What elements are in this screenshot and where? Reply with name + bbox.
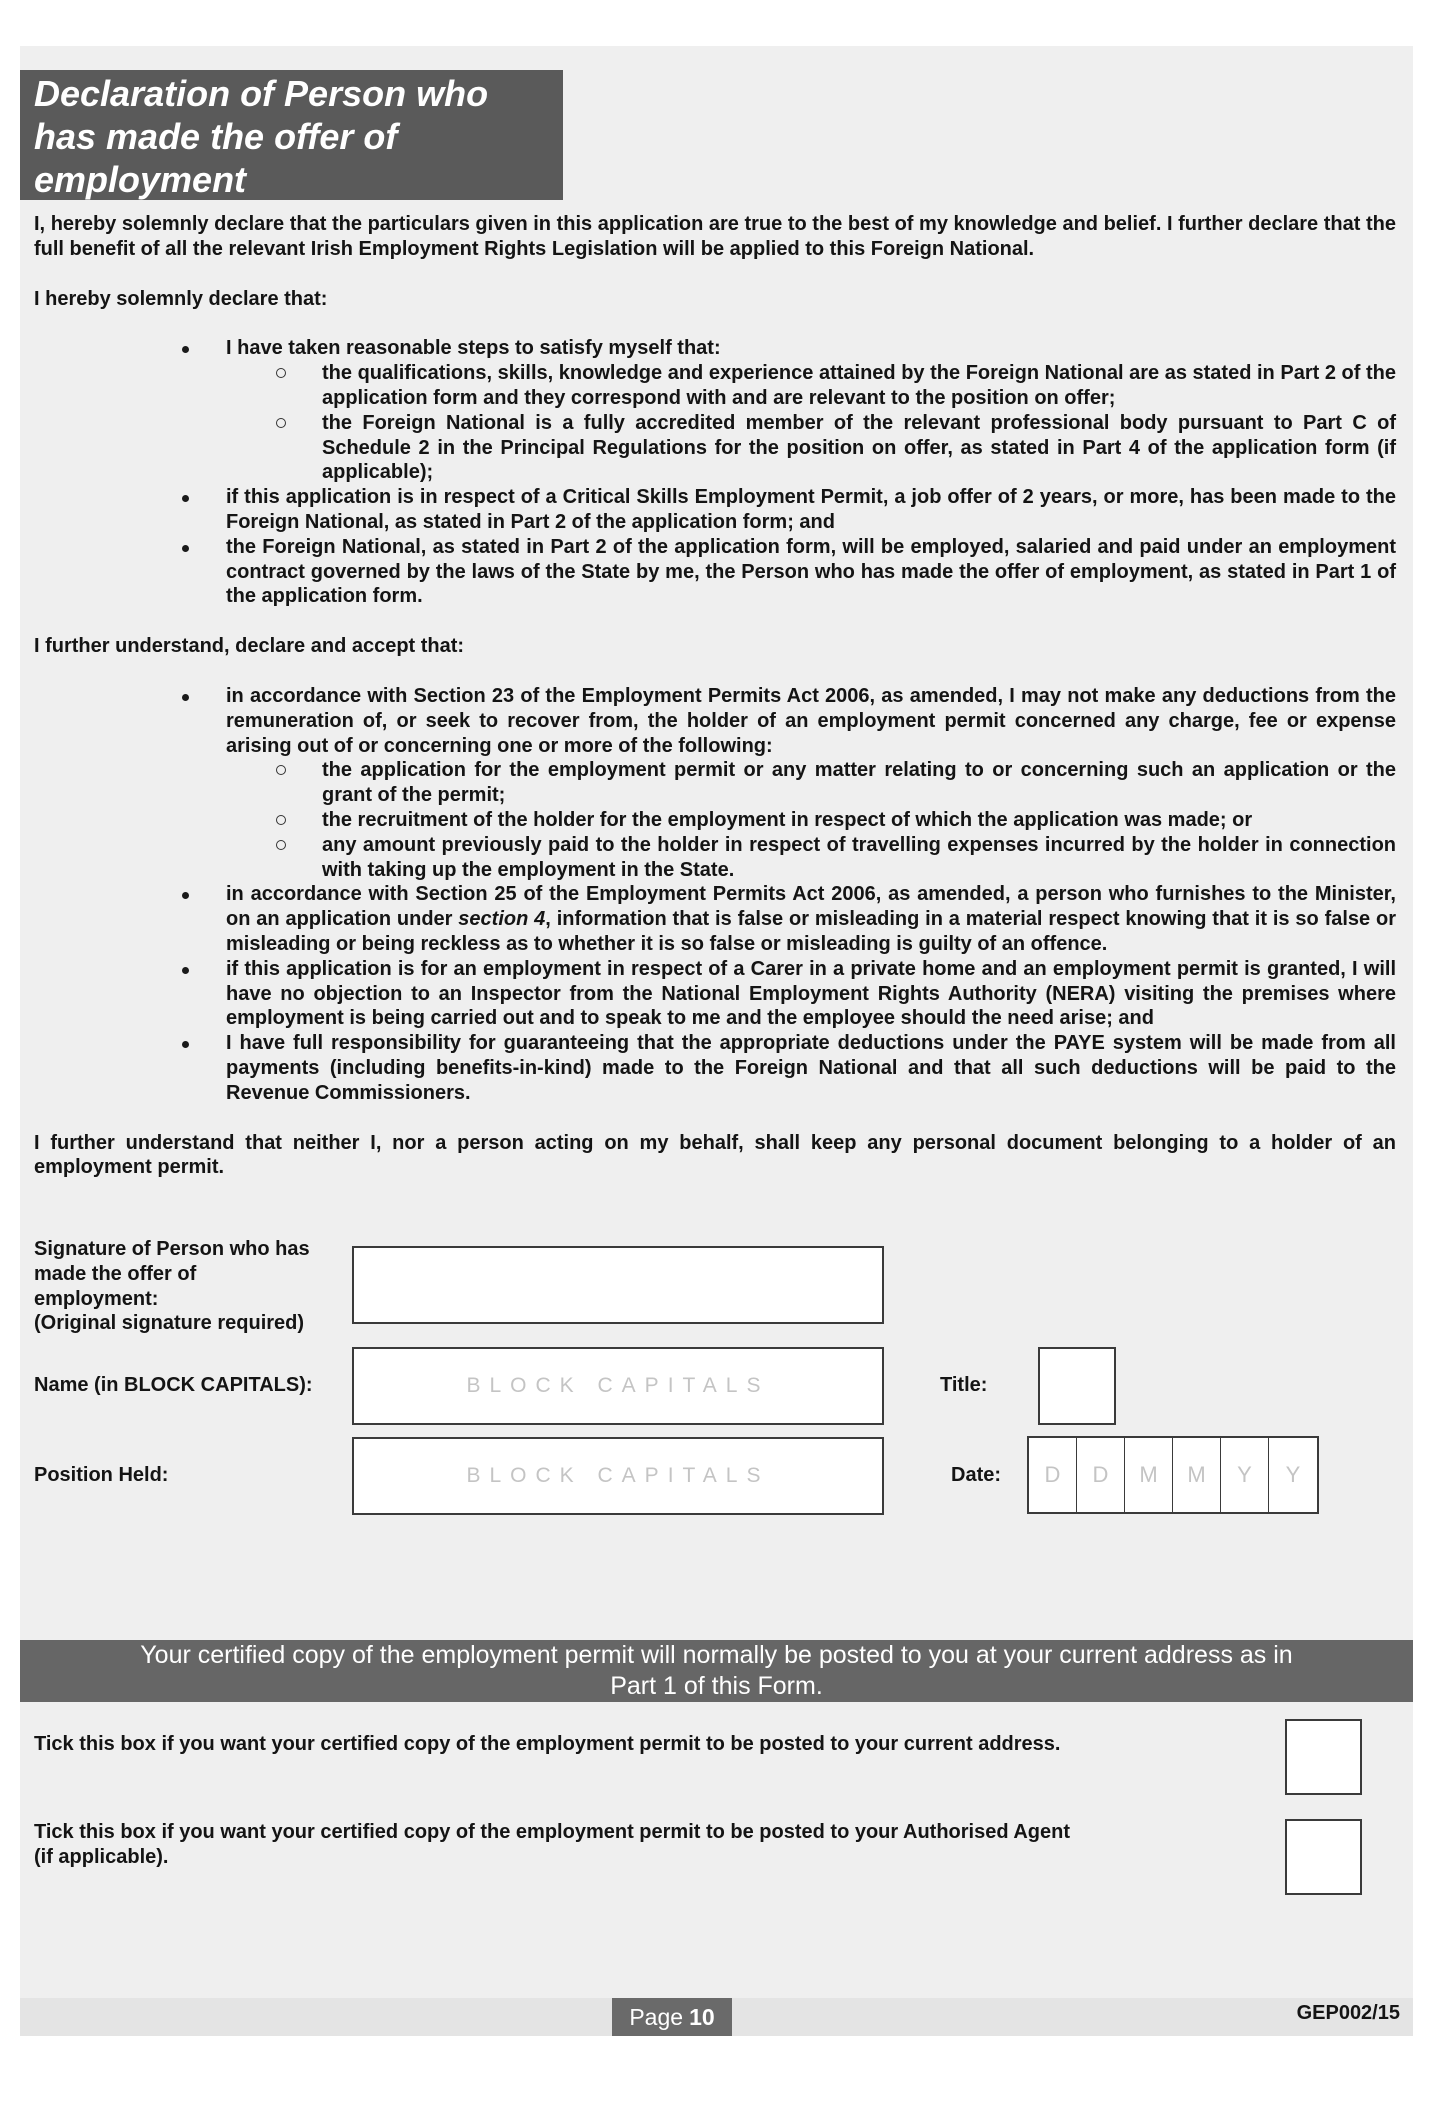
signature-label-line: employment: xyxy=(34,1287,159,1310)
list-item xyxy=(34,882,1396,956)
declare-list xyxy=(34,336,1396,609)
form-code: GEP002/15 xyxy=(1296,2002,1400,2024)
signature-field[interactable] xyxy=(352,1246,884,1324)
circle-bullet-icon xyxy=(276,368,286,378)
position-placeholder: BLOCK CAPITALS xyxy=(466,1464,770,1487)
circle-bullet-icon xyxy=(276,815,286,825)
sub-list-item-text: any amount previously paid to the holder in respect of travelling expenses incurred by the holder in connection with taking up the employment in the State. xyxy=(322,833,1396,881)
date-field[interactable] xyxy=(1027,1436,1319,1514)
name-field[interactable] xyxy=(352,1347,884,1425)
bullet-icon xyxy=(182,346,189,353)
list-item-text: I have taken reasonable steps to satisfy myself that: xyxy=(226,337,721,360)
circle-bullet-icon xyxy=(276,840,286,850)
header-line-3: employment xyxy=(34,159,247,200)
authorised-agent-checkbox[interactable] xyxy=(1285,1819,1362,1895)
list-item xyxy=(34,485,1396,535)
signature-label-line: Signature of Person who has xyxy=(34,1238,310,1260)
list-item xyxy=(34,1031,1396,1105)
tick-agent-label-line: (if applicable). xyxy=(34,1845,169,1868)
declare-heading: I hereby solemnly declare that: xyxy=(34,287,328,310)
signature-label-line: (Original signature required) xyxy=(34,1312,305,1335)
bullet-icon xyxy=(182,545,189,552)
understand-heading: I further understand, declare and accept that: xyxy=(34,635,465,658)
page-label: Page xyxy=(629,2003,684,2030)
sub-list-item-text: the recruitment of the holder for the employment in respect of which the application was made; or xyxy=(322,808,1253,831)
banner-line-1: Your certified copy of the employment permit will normally be posted to you at your current address as in xyxy=(140,1641,1293,1669)
date-cell-month[interactable]: M xyxy=(1125,1438,1173,1512)
declaration-body xyxy=(34,212,1396,1180)
tick-current-address-label: Tick this box if you want your certified copy of the employment permit to be posted to your current address. xyxy=(34,1733,1061,1755)
date-label: Date: xyxy=(951,1464,1002,1486)
sub-list-item xyxy=(226,411,1396,485)
date-cell-day[interactable]: D xyxy=(1077,1438,1125,1512)
tick-agent-label-line: Tick this box if you want your certified copy of the employment permit to be posted to your Authorised Agent xyxy=(34,1821,1071,1843)
date-cell-month[interactable]: M xyxy=(1173,1438,1221,1512)
page-number-badge xyxy=(612,1998,732,2036)
circle-bullet-icon xyxy=(276,418,286,428)
sub-list-item-text: the application for the employment permit or any matter relating to or concerning such an application or the grant of the permit; xyxy=(322,759,1396,807)
bullet-icon xyxy=(182,967,189,974)
bullet-icon xyxy=(182,694,189,701)
date-cell-year[interactable]: Y xyxy=(1221,1438,1269,1512)
sub-list-item xyxy=(226,361,1396,411)
section-header xyxy=(20,70,563,200)
bullet-icon xyxy=(182,495,189,502)
bullet-icon xyxy=(182,892,189,899)
page-number: 10 xyxy=(689,2003,715,2030)
intro-paragraph: I, hereby solemnly declare that the particulars given in this application are true to the best of my knowledge and belief. I further declare that the full benefit of all the relevant Irish Employment Rights Legislation will be applied to this Foreign National. xyxy=(34,213,1396,260)
tick-agent-label xyxy=(34,1820,1070,1870)
position-label: Position Held: xyxy=(34,1464,169,1486)
sub-list-item xyxy=(226,758,1396,808)
sub-list-item xyxy=(226,833,1396,883)
header-line-2: has made the offer of xyxy=(34,116,398,157)
list-item xyxy=(34,535,1396,609)
name-label: Name (in BLOCK CAPITALS): xyxy=(34,1374,313,1396)
list-item xyxy=(34,957,1396,1031)
list-item-text: if this application is for an employment in respect of a Carer in a private home and an employment permit is granted, I will have no objection to an Inspector from the National Employment Rights Authority (NERA) visiting the premises where employment is being carried out and to speak to me and the employee should the need arise; and xyxy=(226,957,1396,1030)
sub-list-item-text: the Foreign National is a fully accredited member of the relevant professional body pursuant to Part C of Schedule 2 in the Principal Regulations for the position on offer, as stated in Part 4 of the application form (if applicable); xyxy=(322,411,1396,484)
postal-banner xyxy=(20,1640,1413,1702)
sub-list xyxy=(226,361,1396,485)
sub-list-item xyxy=(226,808,1396,833)
list-item-text: in accordance with Section 23 of the Employment Permits Act 2006, as amended, I may not make any deductions from the remuneration of, or seek to recover from, the holder of an employment permit concerned any charge, fee or expense arising out of or concerning one or more of the following: xyxy=(226,684,1396,757)
list-item-text: the Foreign National, as stated in Part 2 of the application form, will be employed, salaried and paid under an employment contract governed by the laws of the State by me, the Person who has made the offer of employment, as stated in Part 1 of the application form. xyxy=(226,535,1396,608)
banner-line-2: Part 1 of this Form. xyxy=(610,1672,823,1700)
list-item-text-emphasis: section 4 xyxy=(458,908,546,931)
list-item xyxy=(34,684,1396,882)
signature-label-line: made the offer of xyxy=(34,1262,197,1285)
document-note: I further understand that neither I, nor a person acting on my behalf, shall keep any personal document belonging to a holder of an employment permit. xyxy=(34,1131,1396,1179)
date-cell-year[interactable]: Y xyxy=(1285,1462,1301,1487)
title-label: Title: xyxy=(940,1374,988,1396)
signature-label xyxy=(34,1237,310,1336)
circle-bullet-icon xyxy=(276,765,286,775)
list-item-text: if this application is in respect of a Critical Skills Employment Permit, a job offer of 2 years, or more, has been made to the Foreign National, as stated in Part 2 of the application form; and xyxy=(226,486,1396,533)
list-item-text-pre: in accordance with Section 25 of the Employment Permits Act 2006, as amended, a person who furnishes to the Minister, on an application under xyxy=(226,883,1396,931)
bullet-icon xyxy=(182,1041,189,1048)
date-cell-day[interactable]: D xyxy=(1029,1438,1077,1512)
list-item-text-post: , information that is false or misleading in a material respect knowing that it is so false or misleading or being reckless as to whether it is so false or misleading is guilty of an offence. xyxy=(226,908,1396,955)
understand-list xyxy=(34,684,1396,1106)
sub-list xyxy=(226,758,1396,882)
position-field[interactable] xyxy=(352,1437,884,1515)
current-address-checkbox[interactable] xyxy=(1285,1719,1362,1795)
header-line-1: Declaration of Person who xyxy=(34,73,489,114)
sub-list-item-text: the qualifications, skills, knowledge and experience attained by the Foreign National are as stated in Part 2 of the application form and they correspond with and are relevant to the position on offer; xyxy=(322,362,1396,409)
list-item-text: I have full responsibility for guaranteeing that the appropriate deductions under the PAYE system will be made from all payments (including benefits-in-kind) made to the Foreign National and that all such deductions will be paid to the Revenue Commissioners. xyxy=(226,1032,1396,1104)
name-placeholder: BLOCK CAPITALS xyxy=(466,1374,770,1397)
list-item xyxy=(34,336,1396,485)
title-field[interactable] xyxy=(1038,1347,1116,1425)
